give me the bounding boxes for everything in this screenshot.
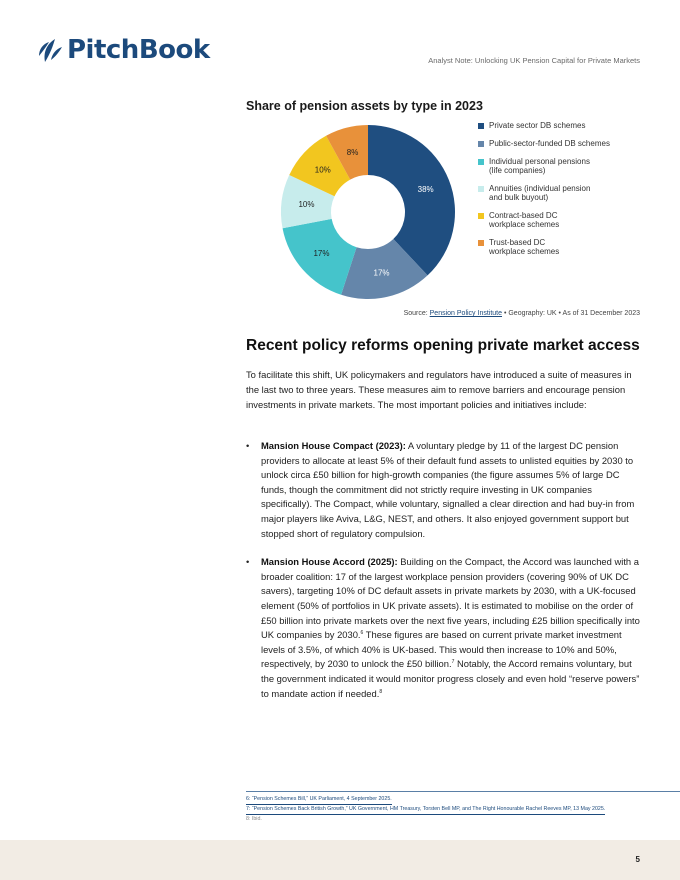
slice-label: 10% — [298, 200, 315, 210]
legend-item — [478, 121, 610, 130]
legend-swatch — [478, 123, 484, 129]
slice-label: 17% — [373, 268, 390, 278]
section-intro: To facilitate this shift, UK policymakers and regulators have introduced a suite of measures in the last two to three years. These measures aim to remove barriers and encourage pension investments in private markets. The most important policies and initiatives include: — [246, 369, 632, 410]
donut-chart — [270, 118, 466, 306]
chart-legend — [478, 121, 610, 265]
legend-item — [478, 157, 610, 175]
list-item — [246, 439, 642, 541]
bullet-text: Building on the Compact, the Accord was launched with a broader coalition: 17 of the largest workplace pension providers (covering 90% of UK DC savers), targeting 10% of DC default assets in private markets by 2030, with a UK-focused element (50% of portfolios in UK private assets). It is estimated to mobilise on the order of £50 billion into private markets over the next five years, including £25 billion specifically into UK companies by 2030. — [261, 556, 640, 641]
source-prefix: Source: — [403, 310, 430, 317]
legend-swatch — [478, 240, 484, 246]
section-heading: Recent policy reforms opening private market access — [246, 337, 640, 354]
brand-name: PitchBook — [67, 35, 210, 65]
footnote-ref[interactable]: 6 — [360, 630, 364, 636]
slice-label: 38% — [417, 185, 434, 195]
legend-label: Public-sector-funded DB schemes — [489, 139, 610, 148]
header-note: Analyst Note: Unlocking UK Pension Capital for Private Markets — [428, 56, 640, 65]
source-link[interactable]: Pension Policy Institute — [429, 310, 503, 317]
legend-label: Contract-based DC workplace schemes — [489, 211, 560, 229]
list-item — [246, 555, 642, 701]
bullet-text: These figures are based on current private market investment levels of 3.5%, of which 40% is UK-based. This would then increase to 10% and 50%, respectively, by 2030 to unlock the £50 billion. — [261, 629, 622, 670]
footnote-6[interactable]: 6: “Pension Schemes Bill,” UK Parliament, 4 September 2025. — [246, 795, 392, 805]
legend-swatch — [478, 186, 484, 192]
slice-label: 10% — [314, 165, 331, 175]
legend-swatch — [478, 159, 484, 165]
legend-label: Private sector DB schemes — [489, 121, 586, 130]
slice-label: 17% — [313, 249, 330, 259]
legend-label: Trust-based DC workplace schemes — [489, 238, 560, 256]
bullet-title: Mansion House Compact (2023): — [261, 440, 406, 451]
page-footer — [0, 840, 680, 880]
footnotes — [246, 795, 605, 824]
bullet-text: Notably, the Accord remains voluntary, but the government indicated it would monitor progress closely and even hold “reserve powers” to mandate action if needed. — [261, 658, 640, 699]
legend-swatch — [478, 213, 484, 219]
slice-label: 8% — [346, 147, 359, 157]
bullet-icon: • — [246, 440, 250, 451]
legend-item — [478, 139, 610, 148]
footnote-ref[interactable]: 7 — [451, 659, 455, 666]
legend-item — [478, 238, 610, 256]
footnote-7[interactable]: 7: “Pension Schemes Back British Growth,” UK Government, HM Treasury, Torsten Bell MP, and The Right Honourable Rachel Reeves MP, 13 May 2025. — [246, 805, 605, 815]
page-number: 5 — [635, 855, 640, 864]
source-suffix: • Geography: UK • As of 31 December 2023 — [502, 310, 640, 317]
legend-swatch — [478, 141, 484, 147]
pitchbook-leaf-icon — [36, 36, 64, 64]
bullet-title: Mansion House Accord (2025): — [261, 556, 398, 568]
policy-list — [246, 439, 642, 701]
legend-label: Annuities (individual pension and bulk buyout) — [489, 184, 591, 202]
footnote-divider — [246, 791, 680, 792]
legend-label: Individual personal pensions (life companies) — [489, 157, 590, 175]
chart-title: Share of pension assets by type in 2023 — [246, 99, 483, 113]
chart-source — [404, 310, 640, 317]
bullet-icon: • — [246, 556, 250, 568]
pitchbook-logo — [36, 36, 210, 64]
footnote-8: 8: Ibid. — [246, 816, 262, 822]
bullet-text: A voluntary pledge by 11 of the largest DC pension providers to allocate at least 5% of their default fund assets to unlisted equities by 2030 to unlock circa £50 billion for high-growth companies (the figure assumes 5% of large DC funds, though the commitment did not strictly require investing in UK companies specifically). The Compact, while voluntary, signalled a clear direction and had buy-in from major players like Aviva, L&G, NEST, and others. It also enjoyed government support but stopped short of regulatory compulsion. — [261, 440, 635, 539]
footnote-ref[interactable]: 8 — [379, 688, 383, 695]
legend-item — [478, 211, 610, 229]
legend-item — [478, 184, 610, 202]
